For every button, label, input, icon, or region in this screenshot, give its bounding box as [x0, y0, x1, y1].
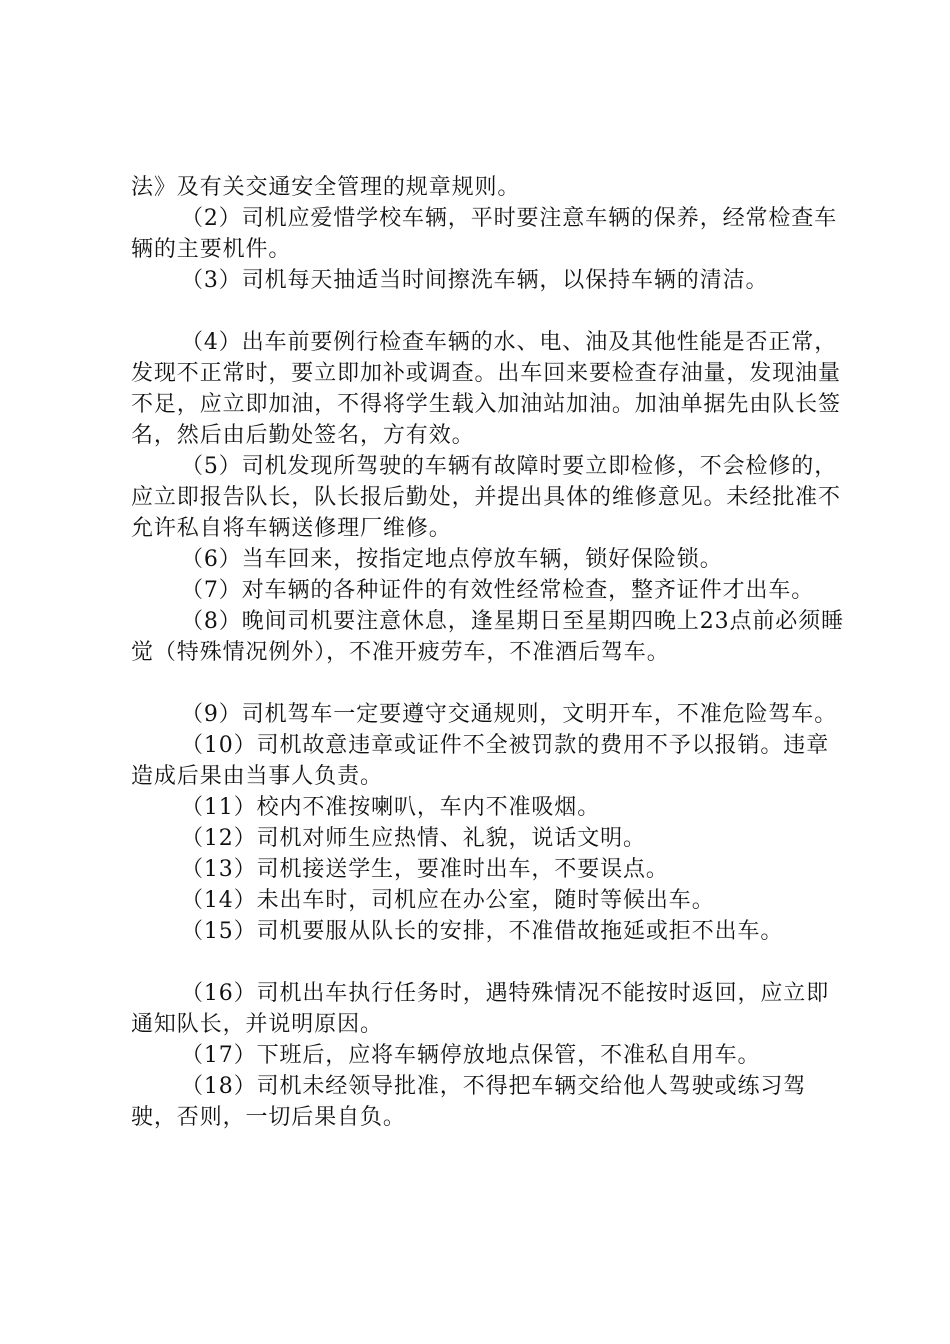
rule-11: （11）校内不准按喇叭，车内不准吸烟。 [181, 795, 601, 820]
rule-7: （7）对车辆的各种证件的有效性经常检查，整齐证件才出车。 [181, 578, 815, 603]
rule-8: （8）晚间司机要注意休息，逢星期日至星期四晚上23点前必须睡觉（特殊情况例外），不准开疲劳车，不准酒后驾车。 [131, 609, 844, 665]
rule-18: （18）司机未经领导批准，不得把车辆交给他人驾驶或练习驾驶，否则，一切后果自负。 [131, 1074, 807, 1130]
rule-12: （12）司机对师生应热情、礼貌，说话文明。 [181, 826, 646, 851]
rule-10: （10）司机故意违章或证件不全被罚款的费用不予以报销。违章造成后果由当事人负责。 [131, 733, 830, 789]
rule-6: （6）当车回来，按指定地点停放车辆，锁好保险锁。 [181, 547, 723, 572]
document-body [131, 172, 851, 1133]
rule-2: （2）司机应爱惜学校车辆，平时要注意车辆的保养，经常检查车辆的主要机件。 [131, 206, 838, 262]
rule-3: （3）司机每天抽适当时间擦洗车辆，以保持车辆的清洁。 [181, 268, 769, 293]
blank-line [131, 668, 851, 699]
rule-5: （5）司机发现所驾驶的车辆有故障时要立即检修，不会检修的，应立即报告队长，队长报后勤处，并提出具体的维修意见。未经批准不允许私自将车辆送修理厂维修。 [131, 454, 841, 541]
rule-4: （4）出车前要例行检查车辆的水、电、油及其他性能是否正常，发现不正常时，要立即加补或调查。出车回来要检查存油量，发现油量不足，应立即加油，不得将学生载入加油站加油。加油单据先由队长签名，然后由后勤处签名，方有效。 [131, 330, 841, 448]
paragraph-continuation: 法》及有关交通安全管理的规章规则。 [131, 175, 521, 200]
rule-17: （17）下班后，应将车辆停放地点保管，不准私自用车。 [181, 1043, 761, 1068]
rule-9: （9）司机驾车一定要遵守交通规则，文明开车，不准危险驾车。 [181, 702, 838, 727]
rule-13: （13）司机接送学生，要准时出车，不要误点。 [181, 857, 669, 882]
rule-16: （16）司机出车执行任务时，遇特殊情况不能按时返回，应立即通知队长，并说明原因。 [131, 981, 830, 1037]
blank-line [131, 947, 851, 978]
blank-line [131, 296, 851, 327]
rule-15: （15）司机要服从队长的安排，不准借故拖延或拒不出车。 [181, 919, 784, 944]
rule-14: （14）未出车时，司机应在办公室，随时等候出车。 [181, 888, 715, 913]
